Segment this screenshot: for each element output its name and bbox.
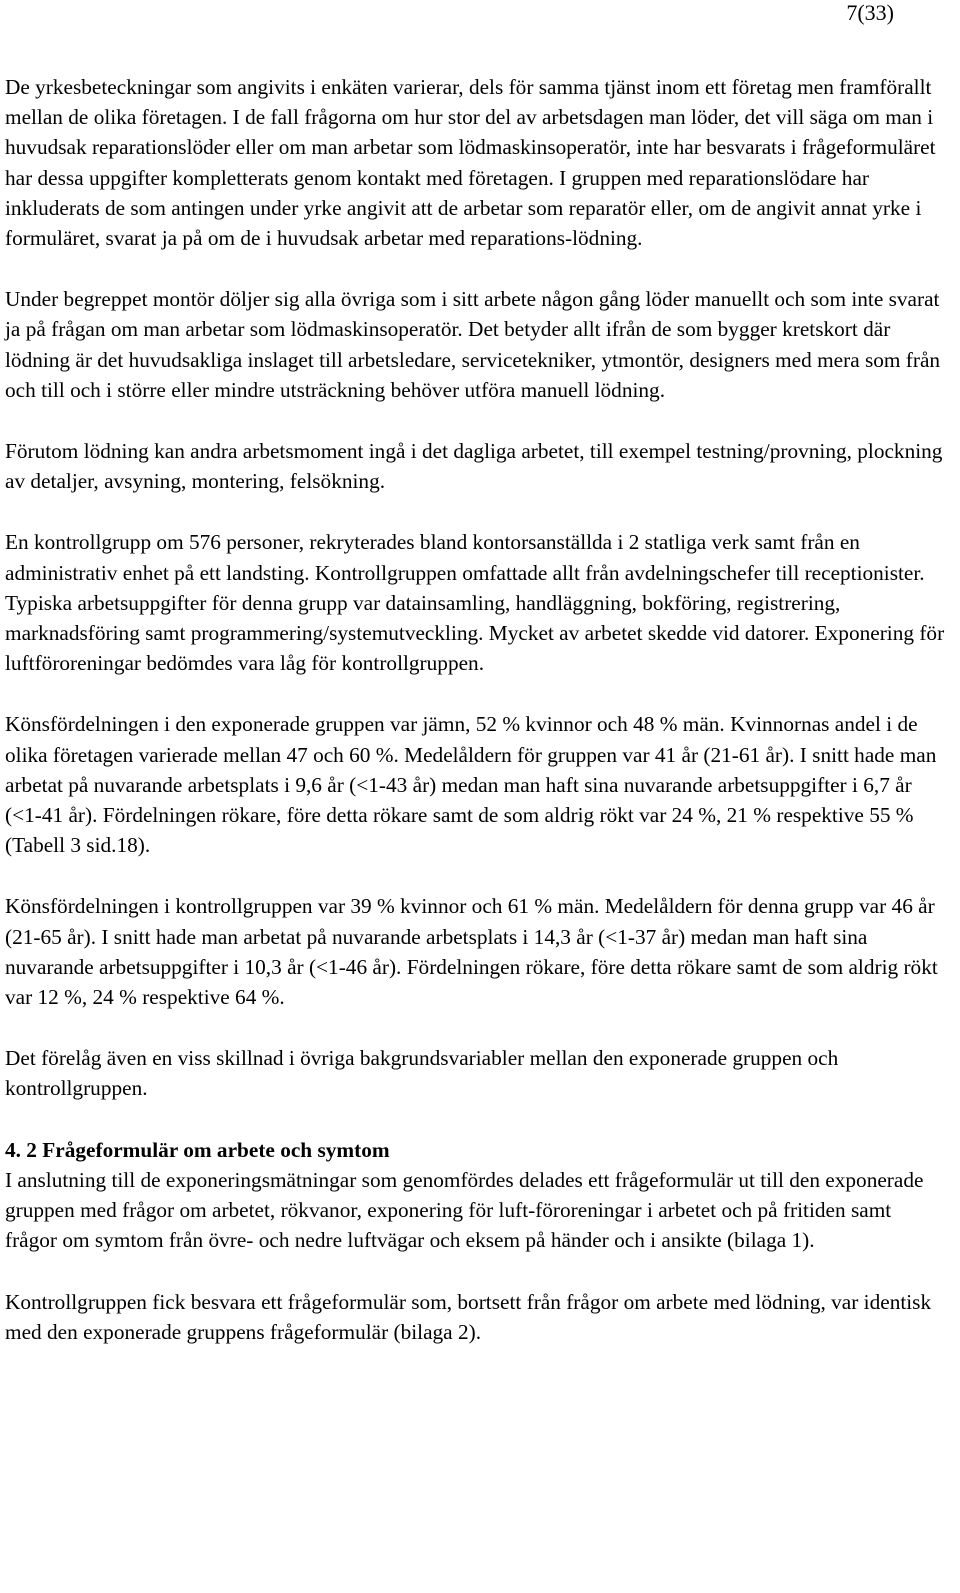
document-body xyxy=(5,72,945,1347)
paragraph-control-demographics: Könsfördelningen i kontrollgruppen var 39 % kvinnor och 61 % män. Medelåldern för denna grupp var 46 år (21-65 år). I snitt hade man arbetat på nuvarande arbetsplats i 14,3 år (<1-37 år) medan man haft sina nuvarande arbetsuppgifter i 10,3 år (<1-46 år). Fördelningen rökare, före detta rökare samt de som aldrig rökt var 12 %, 24 % respektive 64 %. xyxy=(5,894,938,1010)
paragraph-questionnaire-exposed: I anslutning till de exponeringsmätningar som genomfördes delades ett frågeformulär ut till den exponerade gruppen med frågor om arbetet, rökvanor, exponering för luft-föroreningar i arbetet och på fritiden samt frågor om symtom från övre- och nedre luftvägar och eksem på händer och i ansikte (bilaga 1). xyxy=(5,1167,924,1253)
paragraph-other-tasks: Förutom lödning kan andra arbetsmoment ingå i det dagliga arbetet, till exempel testning/provning, plockning av detaljer, avsyning, montering, felsökning. xyxy=(5,439,943,494)
paragraph-control-group: En kontrollgrupp om 576 personer, rekryterades bland kontorsanställda i 2 statliga verk samt från en administrativ enhet på ett landsting. Kontrollgruppen omfattade allt från avdelningschefer till receptionister. Typiska arbetsuppgifter för denna grupp var datainsamling, handläggning, bokföring, registrering, marknadsföring samt programmering/systemutveckling. Mycket av arbetet skedde vid datorer. Exponering för luftföroreningar bedömdes vara låg för kontrollgruppen. xyxy=(5,530,945,676)
paragraph-questionnaire-control: Kontrollgruppen fick besvara ett frågeformulär som, bortsett från frågor om arbete med lödning, var identisk med den exponerade gruppens frågeformulär (bilaga 2). xyxy=(5,1289,932,1344)
section-heading: 4. 2 Frågeformulär om arbete och symtom xyxy=(5,1137,390,1162)
paragraph-job-titles: De yrkesbeteckningar som angivits i enkäten varierar, dels för samma tjänst inom ett företag men framförallt mellan de olika företagen. I de fall frågorna om hur stor del av arbetsdagen man löder, det vill säga om man i huvudsak reparationslöder eller om man arbetar som lödmaskinsoperatör, inte har besvarats i frågeformuläret har dessa uppgifter kompletterats genom kontakt med företagen. I gruppen med reparationslödare har inkluderats de som antingen under yrke angivit att de arbetar som reparatör eller, om de angivit annat yrke i formuläret, svarat ja på om de i huvudsak arbetar med reparations-lödning. xyxy=(5,75,936,251)
paragraph-background-difference: Det förelåg även en viss skillnad i övriga bakgrundsvariabler mellan den exponerade gruppen och kontrollgruppen. xyxy=(5,1046,839,1101)
paragraph-montor-definition: Under begreppet montör döljer sig alla övriga som i sitt arbete någon gång löder manuellt och som inte svarat ja på frågan om man arbetar som lödmaskinsoperatör. Det betyder allt ifrån de som bygger kretskort där lödning är det huvudsakliga inslaget till arbetsledare, servicetekniker, ytmontör, designers med mera som från och till och i större eller mindre utsträckning behöver utföra manuell lödning. xyxy=(5,287,941,402)
paragraph-exposed-demographics: Könsfördelningen i den exponerade gruppen var jämn, 52 % kvinnor och 48 % män. Kvinnornas andel i de olika företagen varierade mellan 47 och 60 %. Medelåldern för gruppen var 41 år (21-61 år). I snitt hade man arbetat på nuvarande arbetsplats i 9,6 år (<1-43 år) medan man haft sina nuvarande arbetsuppgifter i 6,7 år (<1-41 år). Fördelningen rökare, före detta rökare samt de som aldrig rökt var 24 %, 21 % respektive 55 % (Tabell 3 sid.18). xyxy=(5,712,937,858)
page-number: 7(33) xyxy=(846,0,894,25)
